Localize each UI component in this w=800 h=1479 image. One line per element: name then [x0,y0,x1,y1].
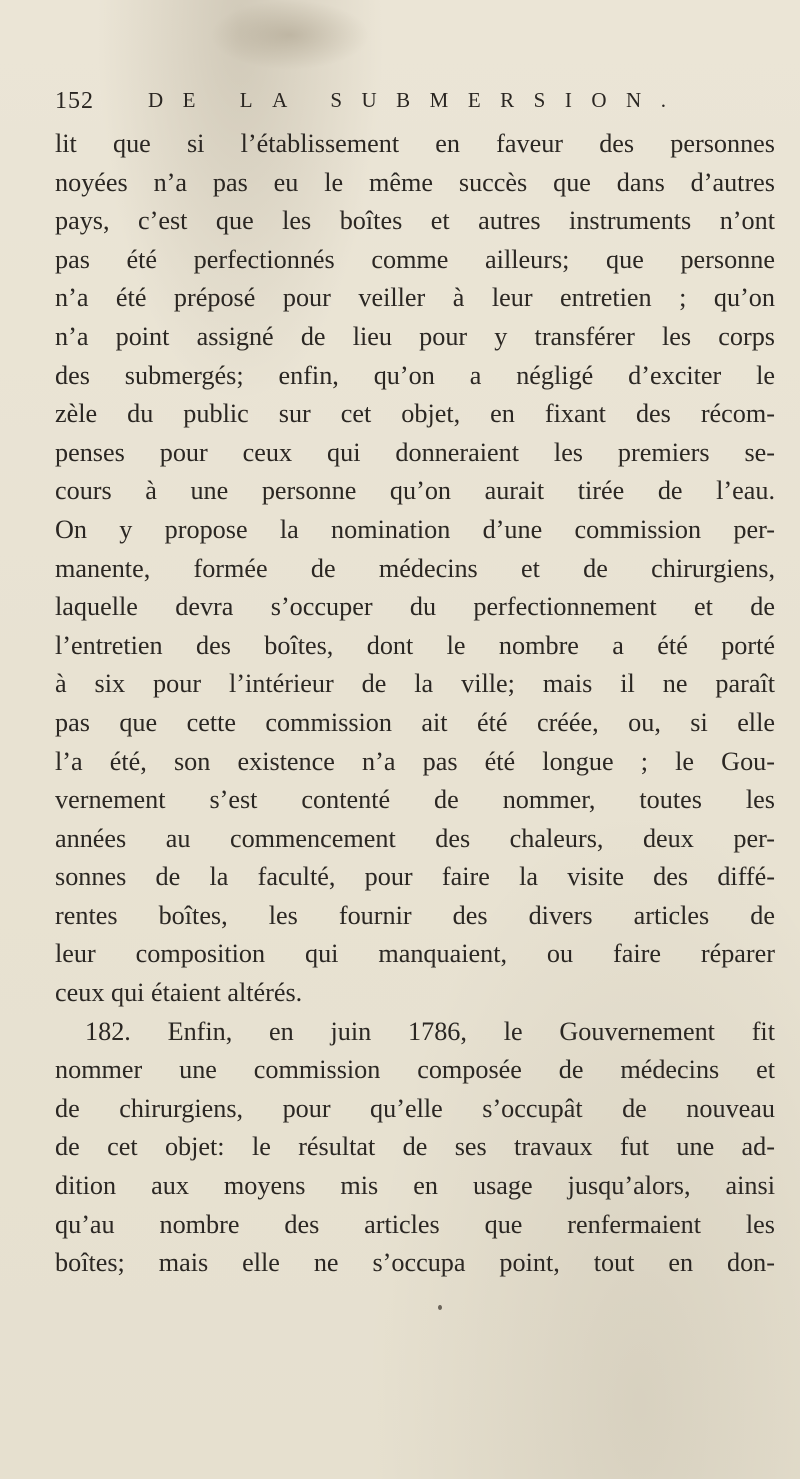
text-line: qu’au nombre des articles que renfermaient les [55,1209,775,1239]
paper-stain [210,0,370,70]
text-line: manente, formée de médecins et de chirurgiens, [55,553,775,583]
text-line: boîtes; mais elle ne s’occupa point, tout en don- [55,1248,775,1278]
text-line: noyées n’a pas eu le même succès que dans d’autres [55,167,775,197]
text-line: dition aux moyens mis en usage jusqu’alors, ainsi [55,1171,775,1201]
text-line: zèle du public sur cet objet, en fixant des récom- [55,399,775,429]
page-header [55,88,755,118]
text-line: vernement s’est contenté de nommer, toutes les [55,785,775,815]
text-line: pays, c’est que les boîtes et autres instruments n’ont [55,206,775,236]
text-line: années au commencement des chaleurs, deux per- [55,823,775,853]
text-line: n’a été préposé pour veiller à leur entretien ; qu’on [55,283,775,313]
running-head: DE LA SUBMERSION. [148,88,686,112]
text-line: lit que si l’établissement en faveur des personnes [55,129,775,158]
text-line: l’a été, son existence n’a pas été longue ; le Gou- [55,746,775,776]
text-line: des submergés; enfin, qu’on a négligé d’exciter le [55,360,775,390]
text-line: pas que cette commission ait été créée, ou, si elle [55,707,775,737]
text-line: sonnes de la faculté, pour faire la visite des diffé- [55,862,775,892]
ink-speck [438,1305,442,1310]
text-line: pas été perfectionnés comme ailleurs; que personne [55,244,775,274]
text-line: rentes boîtes, les fournir des divers articles de [55,900,775,930]
page-number: 152 [55,88,94,114]
text-line: de cet objet: le résultat de ses travaux fut une ad- [55,1132,775,1162]
text-line: l’entretien des boîtes, dont le nombre a été porté [55,630,775,660]
text-line: cours à une personne qu’on aurait tirée de l’eau. [55,476,775,506]
text-line: nommer une commission composée de médecins et [55,1055,775,1085]
text-line: On y propose la nomination d’une commission per- [55,514,775,544]
text-line: leur composition qui manquaient, ou faire réparer [55,939,775,969]
text-line: penses pour ceux qui donneraient les premiers se- [55,437,775,467]
paragraph-start-line: 182. Enfin, en juin 1786, le Gouvernement fit [85,1016,775,1046]
body-text [55,125,775,1283]
text-line: de chirurgiens, pour qu’elle s’occupât de nouveau [55,1093,775,1123]
text-line: à six pour l’intérieur de la ville; mais il ne paraît [55,669,775,699]
text-line: laquelle devra s’occuper du perfectionnement et de [55,592,775,622]
text-line: n’a point assigné de lieu pour y transférer les corps [55,321,775,351]
text-line: ceux qui étaient altérés. [55,978,303,1008]
